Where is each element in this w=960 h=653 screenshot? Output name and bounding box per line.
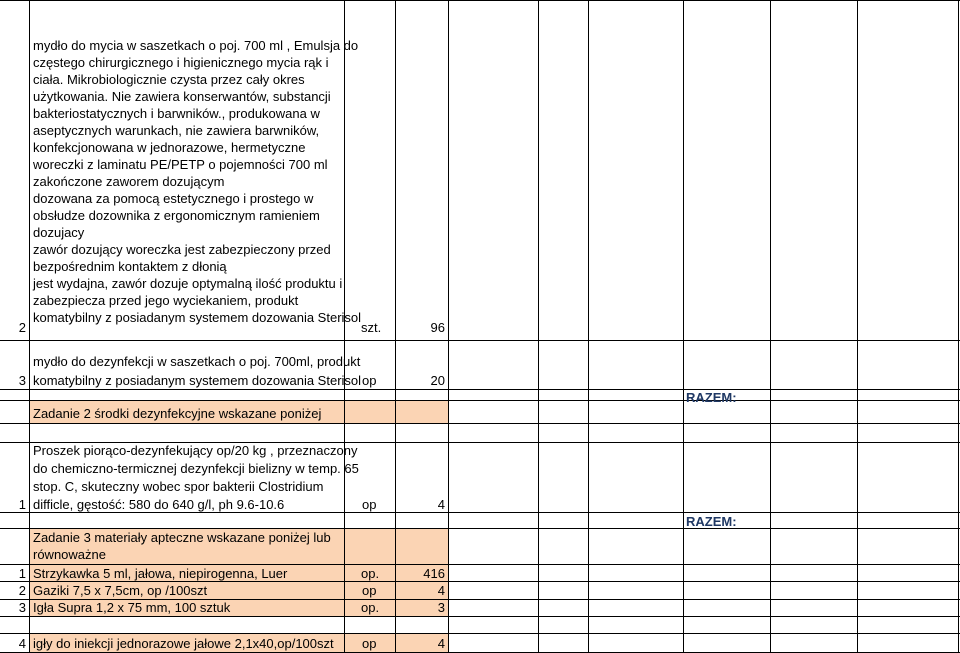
- task-heading: równoważne: [33, 547, 106, 562]
- item-name: Strzykawka 5 ml, jałowa, niepirogenna, Luer: [33, 566, 288, 581]
- item-name: Gaziki 7,5 x 7,5cm, op /100szt: [33, 583, 208, 598]
- task-heading: Zadanie 2 środki dezynfekcyjne wskazane poniżej: [33, 406, 322, 421]
- description-line: zakończone zaworem dozującym: [33, 174, 225, 189]
- description-line: difficle, gęstość: 580 do 640 g/l, ph 9.6-10.6: [33, 497, 285, 512]
- description-line: bakteriostatycznych i barwników., produkowana w: [33, 106, 320, 121]
- description-line: użytkowania. Nie zawiera konserwantów, substancji: [33, 89, 331, 104]
- description-line: stop. C, skuteczny wobec spor bakterii Clostridium: [33, 479, 324, 494]
- grid-line: [770, 0, 771, 653]
- grid-line: [448, 0, 449, 653]
- description-line: jest wydajna, zawór dozuje optymalną ilość produktu i: [33, 276, 343, 291]
- unit-cell: szt.: [361, 320, 382, 335]
- row-number: 2: [18, 583, 26, 598]
- grid-line: [538, 0, 539, 653]
- product-description: [33, 37, 361, 326]
- grid-line: [0, 633, 960, 634]
- unit-cell: op: [362, 636, 377, 651]
- description-line: zabezpiecza przed jego wyciekaniem, produkt: [33, 293, 299, 308]
- quantity-cell: 416: [423, 566, 445, 581]
- description-line: obsłudze dozownika z ergonomicznym ramieniem: [33, 208, 320, 223]
- quantity-cell: 4: [437, 583, 445, 598]
- row-number: 2: [18, 320, 26, 335]
- task-heading: Zadanie 3 materiały apteczne wskazane poniżej lub: [33, 530, 331, 545]
- item-name: Igła Supra 1,2 x 75 mm, 100 sztuk: [33, 600, 231, 615]
- description-line: mydło do mycia w saszetkach o poj. 700 ml , Emulsja do: [33, 38, 359, 53]
- description-line: aseptycznych warunkach, nie zawiera barwników,: [33, 123, 320, 138]
- grid-line: [29, 0, 30, 653]
- description-line: zawór dozujący woreczka jest zabezpieczony przed: [33, 242, 331, 257]
- grid-line: [0, 616, 960, 617]
- description-line: konfekcjonowana w jednorazowe, hermetyczne: [33, 140, 306, 155]
- quantity-cell: 3: [437, 600, 445, 615]
- grid-line: [0, 423, 960, 424]
- razem-label: RAZEM:: [686, 390, 737, 405]
- quantity-cell: 96: [430, 320, 445, 335]
- grid-line: [0, 400, 960, 401]
- quantity-cell: 4: [437, 497, 445, 512]
- description-line: Proszek piorąco-dezynfekujący op/20 kg , przeznaczony: [33, 443, 358, 458]
- quantity-cell: 20: [430, 373, 445, 388]
- unit-cell: op: [362, 583, 377, 598]
- unit-cell: op.: [361, 566, 380, 581]
- grid-line: [683, 0, 684, 653]
- row-number: 1: [18, 566, 26, 581]
- description-line: dozowana za pomocą estetycznego i prostego w: [33, 191, 314, 206]
- description-line: bezpośrednim kontaktem z dłonią: [33, 259, 227, 274]
- item-name: igły do iniekcji jednorazowe jałowe 2,1x40,op/100szt: [33, 636, 334, 651]
- description-line: ciała. Mikrobiologicznie czysta przez cały okres: [33, 72, 305, 87]
- description-line: dozujacy: [33, 225, 85, 240]
- description-line: do chemiczno-termicznej dezynfekcji bielizny w temp. 65: [33, 461, 359, 476]
- unit-cell: op: [362, 373, 377, 388]
- description-line: mydło do dezynfekcji w saszetkach o poj. 700ml, produkt: [33, 354, 361, 369]
- row-number: 3: [18, 373, 26, 388]
- row-number: 4: [18, 636, 26, 651]
- row-number: 1: [18, 497, 26, 512]
- grid-line: [588, 0, 589, 653]
- grid-line: [857, 0, 858, 653]
- description-line: częstego chirurgicznego i higienicznego mycia rąk i: [33, 55, 329, 70]
- row-number: 3: [18, 600, 26, 615]
- description-line: komatybilny z posiadanym systemem dozowania Sterisol: [33, 373, 362, 388]
- grid-line: [958, 0, 959, 653]
- grid-line: [0, 340, 960, 341]
- unit-cell: op: [362, 497, 377, 512]
- unit-cell: op.: [361, 600, 380, 615]
- description-line: woreczki z laminatu PE/PETP o pojemności 700 ml: [33, 157, 328, 172]
- quantity-cell: 4: [437, 636, 445, 651]
- description-line: komatybilny z posiadanym systemem dozowania Sterisol: [33, 310, 362, 325]
- razem-label: RAZEM:: [686, 514, 737, 529]
- grid-line: [395, 0, 396, 653]
- grid-line: [0, 0, 960, 1]
- grid-line: [0, 389, 960, 390]
